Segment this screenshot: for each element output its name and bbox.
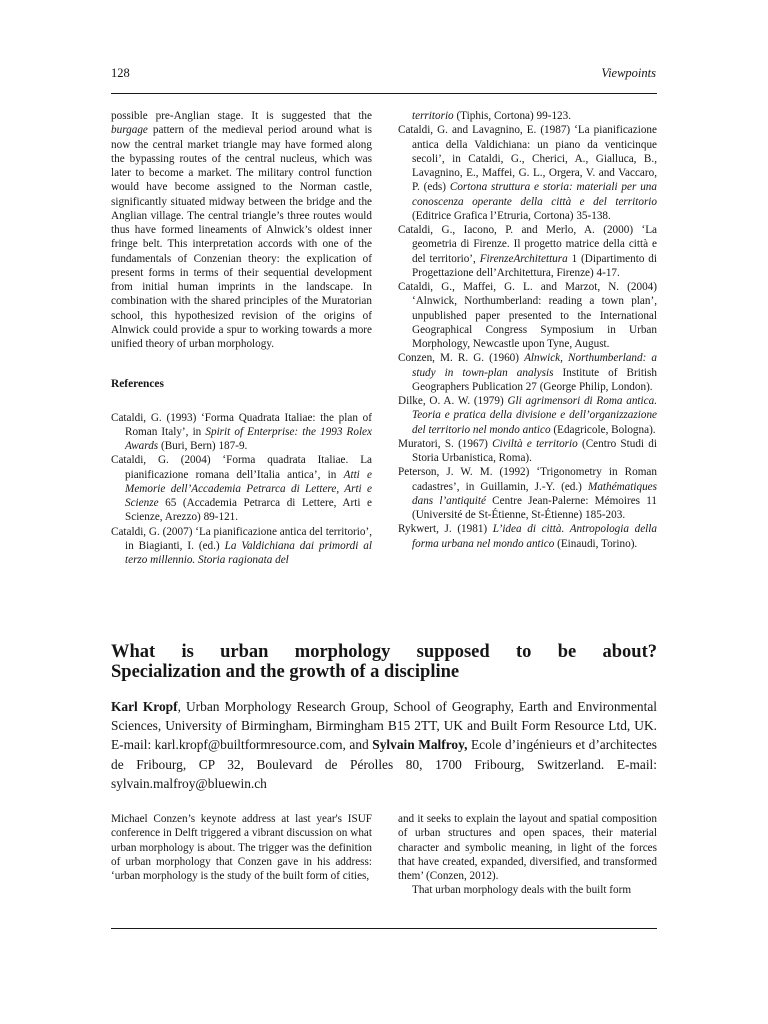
article-title xyxy=(111,642,657,682)
reference-entry: Rykwert, J. (1981) L’idea di città. Antropologia della forma urbana nel mondo antico (Einaudi, Torino). xyxy=(398,523,657,550)
reference-entry: Cataldi, G., Iacono, P. and Merlo, A. (2000) ‘La geometria di Firenze. Il progetto matrice della città e del territorio’, FirenzeArchitettura 1 (Dipartimento di Progettazione dell’Architettura, Firenze) 4-17. xyxy=(398,224,657,279)
references-heading: References xyxy=(111,378,164,391)
closing-paragraph: possible pre-Anglian stage. It is suggested that the burgage pattern of the medieval period around what is now the central market triangle may have formed along the bypassing routes of the central nucleus, which was later to become a market. The military control function would have become assigned to the Norman castle, significantly situated midway between the bridge and the Anglian village. The central triangle’s three routes would thus have formed lineaments of Alnwick’s oldest inner fringe belt. This interpretation accords with one of the fundamentals of Conzenian theory: the explication of present forms in terms of their sequential development from initial human imprints in the landscape. In combination with the shared principles of the Muratorian school, this hypothesized revision of the origins of Alnwick could provide a spur to working towards a more unified theory of urban morphology. xyxy=(111,110,372,350)
body-paragraph: and it seeks to explain the layout and spatial composition of urban structures and open spaces, their material character and symbolic meaning, in light of the forces that have created, expanded, diversified, and transformed them’ (Conzen, 2012). xyxy=(398,813,657,883)
footer-rule xyxy=(111,928,657,929)
reference-entry: Peterson, J. W. M. (1992) ‘Trigonometry in Roman cadastres’, in Guillamin, J.-Y. (ed.) Mathématiques dans l’antiquité Centre Jean-Palerne: Mémoires 11 (Université de St-Étienne, St-Étienne) 185-203. xyxy=(398,466,657,521)
right-column xyxy=(398,109,657,551)
reference-entry: Cataldi, G., Maffei, G. L. and Marzot, N. (2004) ‘Alnwick, Northumberland: reading a town plan’, unpublished paper presented to the International Geographical Congress Symposium in Urban Morphology, Newcastle upon Tyne, August. xyxy=(398,281,657,350)
header-rule xyxy=(111,93,657,94)
author-name: Sylvain Malfroy, xyxy=(372,737,468,753)
reference-entry: Cataldi, G. (1993) ‘Forma Quadrata Italiae: the plan of Roman Italy’, in Spirit of Enterprise: the 1993 Rolex Awards (Buri, Bern) 187-9. xyxy=(111,411,372,452)
page-number: 128 xyxy=(111,66,130,80)
article-title-line-1: What is urban morphology supposed to be about? xyxy=(111,642,657,662)
reference-entry: Conzen, M. R. G. (1960) Alnwick, Northumberland: a study in town-plan analysis Institute of British Geographers Publication 27 (George Philip, London). xyxy=(398,352,657,393)
running-head: Viewpoints xyxy=(601,66,656,80)
left-column xyxy=(111,109,372,567)
reference-entry: Dilke, O. A. W. (1979) Gli agrimensori di Roma antica. Teoria e pratica della divisione e dell’organizzazione del territorio nel mondo antico (Edagricole, Bologna). xyxy=(398,395,657,436)
body-paragraph: That urban morphology deals with the built form xyxy=(412,884,632,897)
reference-continuation: territorio (Tiphis, Cortona) 99-123. xyxy=(412,110,572,122)
reference-entry: Muratori, S. (1967) Civiltà e territorio (Centro Studi di Storia Urbanistica, Roma). xyxy=(398,437,657,464)
article-title-line-2: Specialization and the growth of a discipline xyxy=(111,662,460,682)
author-name: Karl Kropf xyxy=(111,699,178,714)
reference-entry: Cataldi, G. (2007) ‘La pianificazione antica del territorio’, in Biagianti, I. (ed.) La Valdichiana dai primordi al terzo millennio. Storia ragionata del xyxy=(111,525,372,566)
reference-entry: Cataldi, G. (2004) ‘Forma quadrata Italiae. La pianificazione romana dell’Italia antica’, in Atti e Memorie dell’Accademia Petrarca di Lettere, Arti e Scienze 65 (Accademia Petrarca di Lettere, Arti e Scienze, Arezzo) 89-121. xyxy=(111,454,373,524)
article-body-right xyxy=(398,812,657,898)
author-affiliations: Karl Kropf, Urban Morphology Research Group, School of Geography, Earth and Environmental Sciences, University of Birmingham, Birmingham B15 2TT, UK and Built Form Resource Ltd, UK. E-mail: karl.kropf@builtformresource.com, and Sylvain Malfroy, Ecole d’ingénieurs et d’architectes de Fribourg, CP 32, Boulevard de Pérolles 80, 1700 Fribourg, Switzerland. E-mail: sylvain.malfroy@bluewin.ch xyxy=(111,699,658,791)
reference-entry: Cataldi, G. and Lavagnino, E. (1987) ‘La pianificazione antica della Valdichiana: un piano da venticinque secoli’, in Cataldi, G., Cherici, A., Gialluca, B., Lavagnino, E., Maffei, G. L., Orgera, V. and Vaccaro, P. (eds) Cortona struttura e storia: materiali per una conoscenza operante della città e del territorio (Editrice Grafica l’Etruria, Cortona) 35-138. xyxy=(398,124,657,222)
article-body-left: Michael Conzen’s keynote address at last year's ISUF conference in Delft triggered a vibrant discussion on what urban morphology is about. The trigger was the definition of urban morphology that Conzen gave in his address: ‘urban morphology is the study of the built form of cities, xyxy=(111,813,372,883)
